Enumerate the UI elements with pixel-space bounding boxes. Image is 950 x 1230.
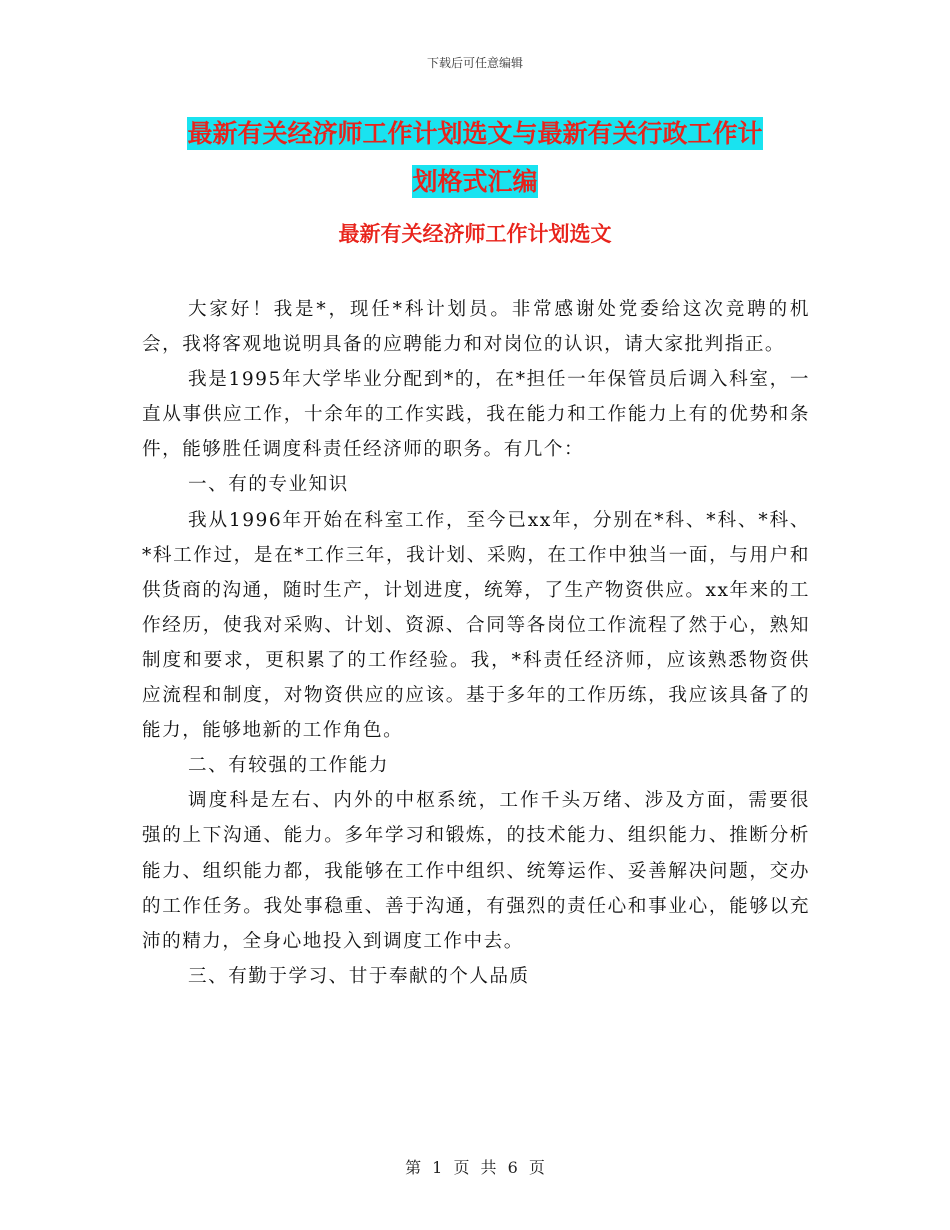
body-text [142,292,810,994]
heading-personal-quality: 三、有勤于学习、甘于奉献的个人品质 [188,965,530,987]
paragraph-greeting: 大家好！我是*，现任*科计划员。非常感谢处党委给这次竞聘的机会，我将客观地说明具备的应聘能力和对岗位的认识，请大家批判指正。 [142,299,810,356]
paragraph-ability: 调度科是左右、内外的中枢系统，工作千头万绪、涉及方面，需要很强的上下沟通、能力。多年学习和锻炼，的技术能力、组织能力、推断分析能力、组织能力都，我能够在工作中组织、统筹运作、妥善解决问题，交办的工作任务。我处事稳重、善于沟通，有强烈的责任心和事业心，能够以充沛的精力，全身心地投入到调度工作中去。 [142,790,810,952]
paragraph-experience: 我从1996年开始在科室工作，至今已xx年，分别在*科、*科、*科、*科工作过，是在*工作三年，我计划、采购，在工作中独当一面，与用户和供货商的沟通，随时生产，计划进度，统筹，了生产物资供应。xx年来的工作经历，使我对采购、计划、资源、合同等各岗位工作流程了然于心，熟知制度和要求，更积累了的工作经验。我，*科责任经济师，应该熟悉物资供应流程和制度，对物资供应的应该。基于多年的工作历练，我应该具备了的能力，能够地新的工作角色。 [142,509,810,742]
title-line-2: 划格式汇编 [412,167,538,196]
title-line-1: 最新有关经济师工作计划选文与最新有关行政工作计 [187,119,763,148]
page-footer: 第 1 页 共 6 页 [405,1158,545,1177]
heading-professional-knowledge: 一、有的专业知识 [188,474,349,496]
document-title [0,110,950,206]
header-note: 下载后可任意编辑 [426,56,523,70]
heading-work-ability: 二、有较强的工作能力 [188,755,389,777]
section-title: 最新有关经济师工作计划选文 [338,222,612,246]
paragraph-background: 我是1995年大学毕业分配到*的，在*担任一年保管员后调入科室，一直从事供应工作，十余年的工作实践，我在能力和工作能力上有的优势和条件，能够胜任调度科责任经济师的职务。有几个： [142,369,810,461]
